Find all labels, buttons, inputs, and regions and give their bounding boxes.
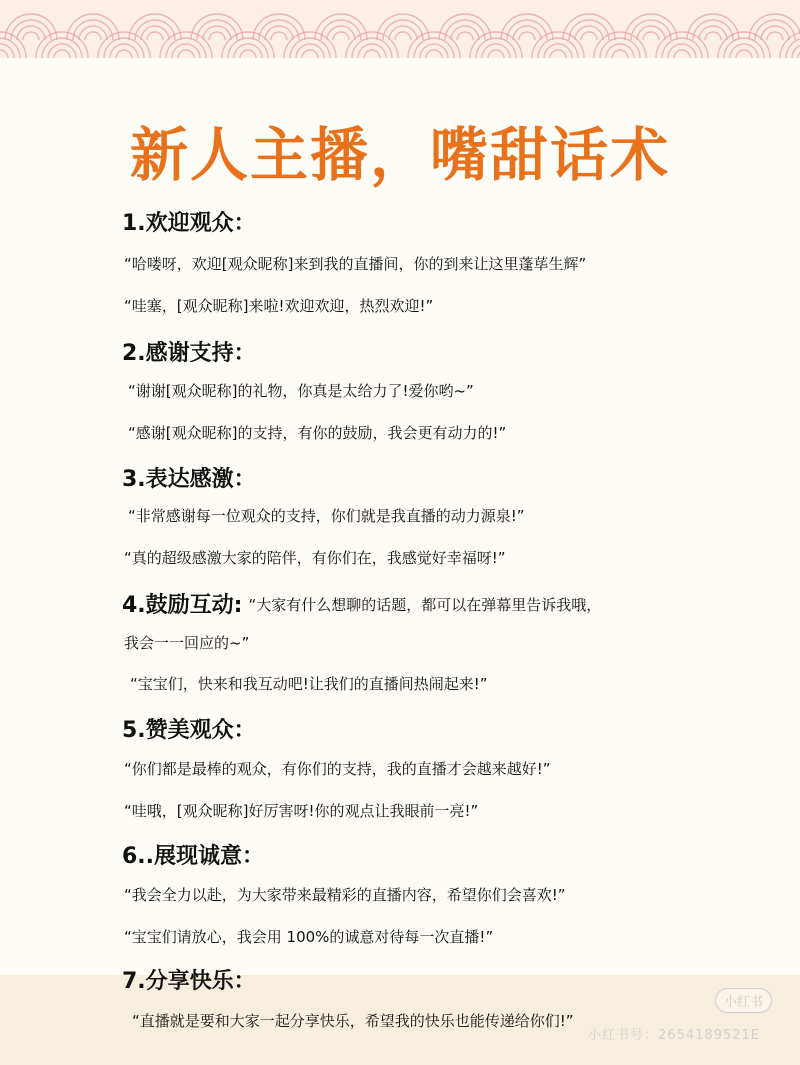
wave-arc: [333, 32, 349, 40]
script-line: “哈喽呀，欢迎[观众昵称]来到我的直播间，你的到来让这里蓬荜生辉”: [124, 255, 587, 273]
wave-arc: [699, 26, 727, 40]
wave-arc: [85, 32, 101, 40]
page-title: 新人主播，嘴甜话术: [129, 121, 670, 189]
script-line: “哇哦，[观众昵称]好厉害呀!你的观点让我眼前一亮!”: [124, 802, 479, 820]
wave-arc: [23, 32, 39, 40]
wave-arc: [172, 44, 200, 58]
script-line: 我会一一回应的~”: [124, 634, 250, 652]
wave-arc: [203, 26, 231, 40]
wave-arc: [0, 50, 8, 58]
wave-arc: [550, 50, 566, 58]
wave-arc: [234, 44, 262, 58]
wave-arc: [0, 44, 14, 58]
wave-arc: [451, 26, 479, 40]
wave-arc: [668, 44, 696, 58]
wave-arc: [705, 32, 721, 40]
section-heading-thanks: 2.感谢支持：: [122, 341, 256, 366]
script-line: “感谢[观众昵称]的支持，有你的鼓励，我会更有动力的!”: [128, 424, 507, 442]
script-line: “哇塞，[观众昵称]来啦!欢迎欢迎，热烈欢迎!”: [124, 297, 434, 315]
wave-arc: [575, 26, 603, 40]
wave-arc: [730, 44, 758, 58]
watermark-logo: 小红书: [715, 988, 772, 1013]
section-heading-share-joy: 7.分享快乐：: [122, 969, 256, 994]
wave-arc: [48, 44, 76, 58]
wave-arc: [54, 50, 70, 58]
wave-arc: [265, 26, 293, 40]
script-line: “宝宝们，快来和我互动吧!让我们的直播间热闹起来!”: [130, 675, 488, 693]
section-heading-interaction: [122, 588, 601, 619]
wave-arc: [488, 50, 504, 58]
wave-arc: [178, 50, 194, 58]
wave-arc: [395, 32, 411, 40]
watermark-id: 小红书号：2654189521E: [588, 1028, 760, 1043]
wave-arc: [296, 44, 324, 58]
script-line: “大家有什么想聊的话题，都可以在弹幕里告诉我哦，: [248, 596, 602, 614]
wave-arc: [457, 32, 473, 40]
wave-arc: [209, 32, 225, 40]
wave-arc: [767, 32, 783, 40]
wave-arc: [674, 50, 690, 58]
wave-arc: [110, 44, 138, 58]
wave-arc: [643, 32, 659, 40]
section-heading-praise: 5.赞美观众：: [122, 718, 256, 743]
script-line: “你们都是最棒的观众，有你们的支持，我的直播才会越来越好!”: [124, 760, 551, 778]
wave-arc: [637, 26, 665, 40]
wave-arc: [79, 26, 107, 40]
section-heading-welcome: 1.欢迎观众：: [122, 211, 256, 236]
wave-arc: [519, 32, 535, 40]
wave-arc: [147, 32, 163, 40]
wave-arc: [116, 50, 132, 58]
script-line: “非常感谢每一位观众的支持，你们就是我直播的动力源泉!”: [128, 507, 525, 525]
wave-arc: [482, 44, 510, 58]
wave-arc: [358, 44, 386, 58]
wave-arc: [606, 44, 634, 58]
wave-arc: [736, 50, 752, 58]
wave-arc: [761, 26, 789, 40]
script-line: “真的超级感激大家的陪伴，有你们在，我感觉好幸福呀!”: [124, 549, 506, 567]
wave-arc: [364, 50, 380, 58]
script-line: “直播就是要和大家一起分享快乐，希望我的快乐也能传递给你们!”: [132, 1012, 574, 1030]
script-line: “宝宝们请放心，我会用 100%的诚意对待每一次直播!”: [124, 928, 494, 946]
wave-arc: [426, 50, 442, 58]
wave-arc: [141, 26, 169, 40]
wave-arc: [271, 32, 287, 40]
section-heading-label: 4.鼓励互动:: [122, 593, 243, 618]
section-heading-sincerity: 6..展现诚意：: [122, 844, 265, 869]
wave-arc: [420, 44, 448, 58]
wave-arc: [240, 50, 256, 58]
wave-arc: [302, 50, 318, 58]
wave-arc: [612, 50, 628, 58]
wave-pattern: [0, 0, 800, 58]
script-line: “谢谢[观众昵称]的礼物，你真是太给力了!爱你哟~”: [128, 382, 474, 400]
wave-arc: [389, 26, 417, 40]
wave-arc: [513, 26, 541, 40]
wave-arc: [327, 26, 355, 40]
wave-arc: [544, 44, 572, 58]
wave-arc: [17, 26, 45, 40]
script-line: “我会全力以赴，为大家带来最精彩的直播内容，希望你们会喜欢!”: [124, 886, 566, 904]
section-heading-gratitude: 3.表达感激：: [122, 467, 256, 492]
wave-arc: [581, 32, 597, 40]
decorative-border: [0, 0, 800, 58]
